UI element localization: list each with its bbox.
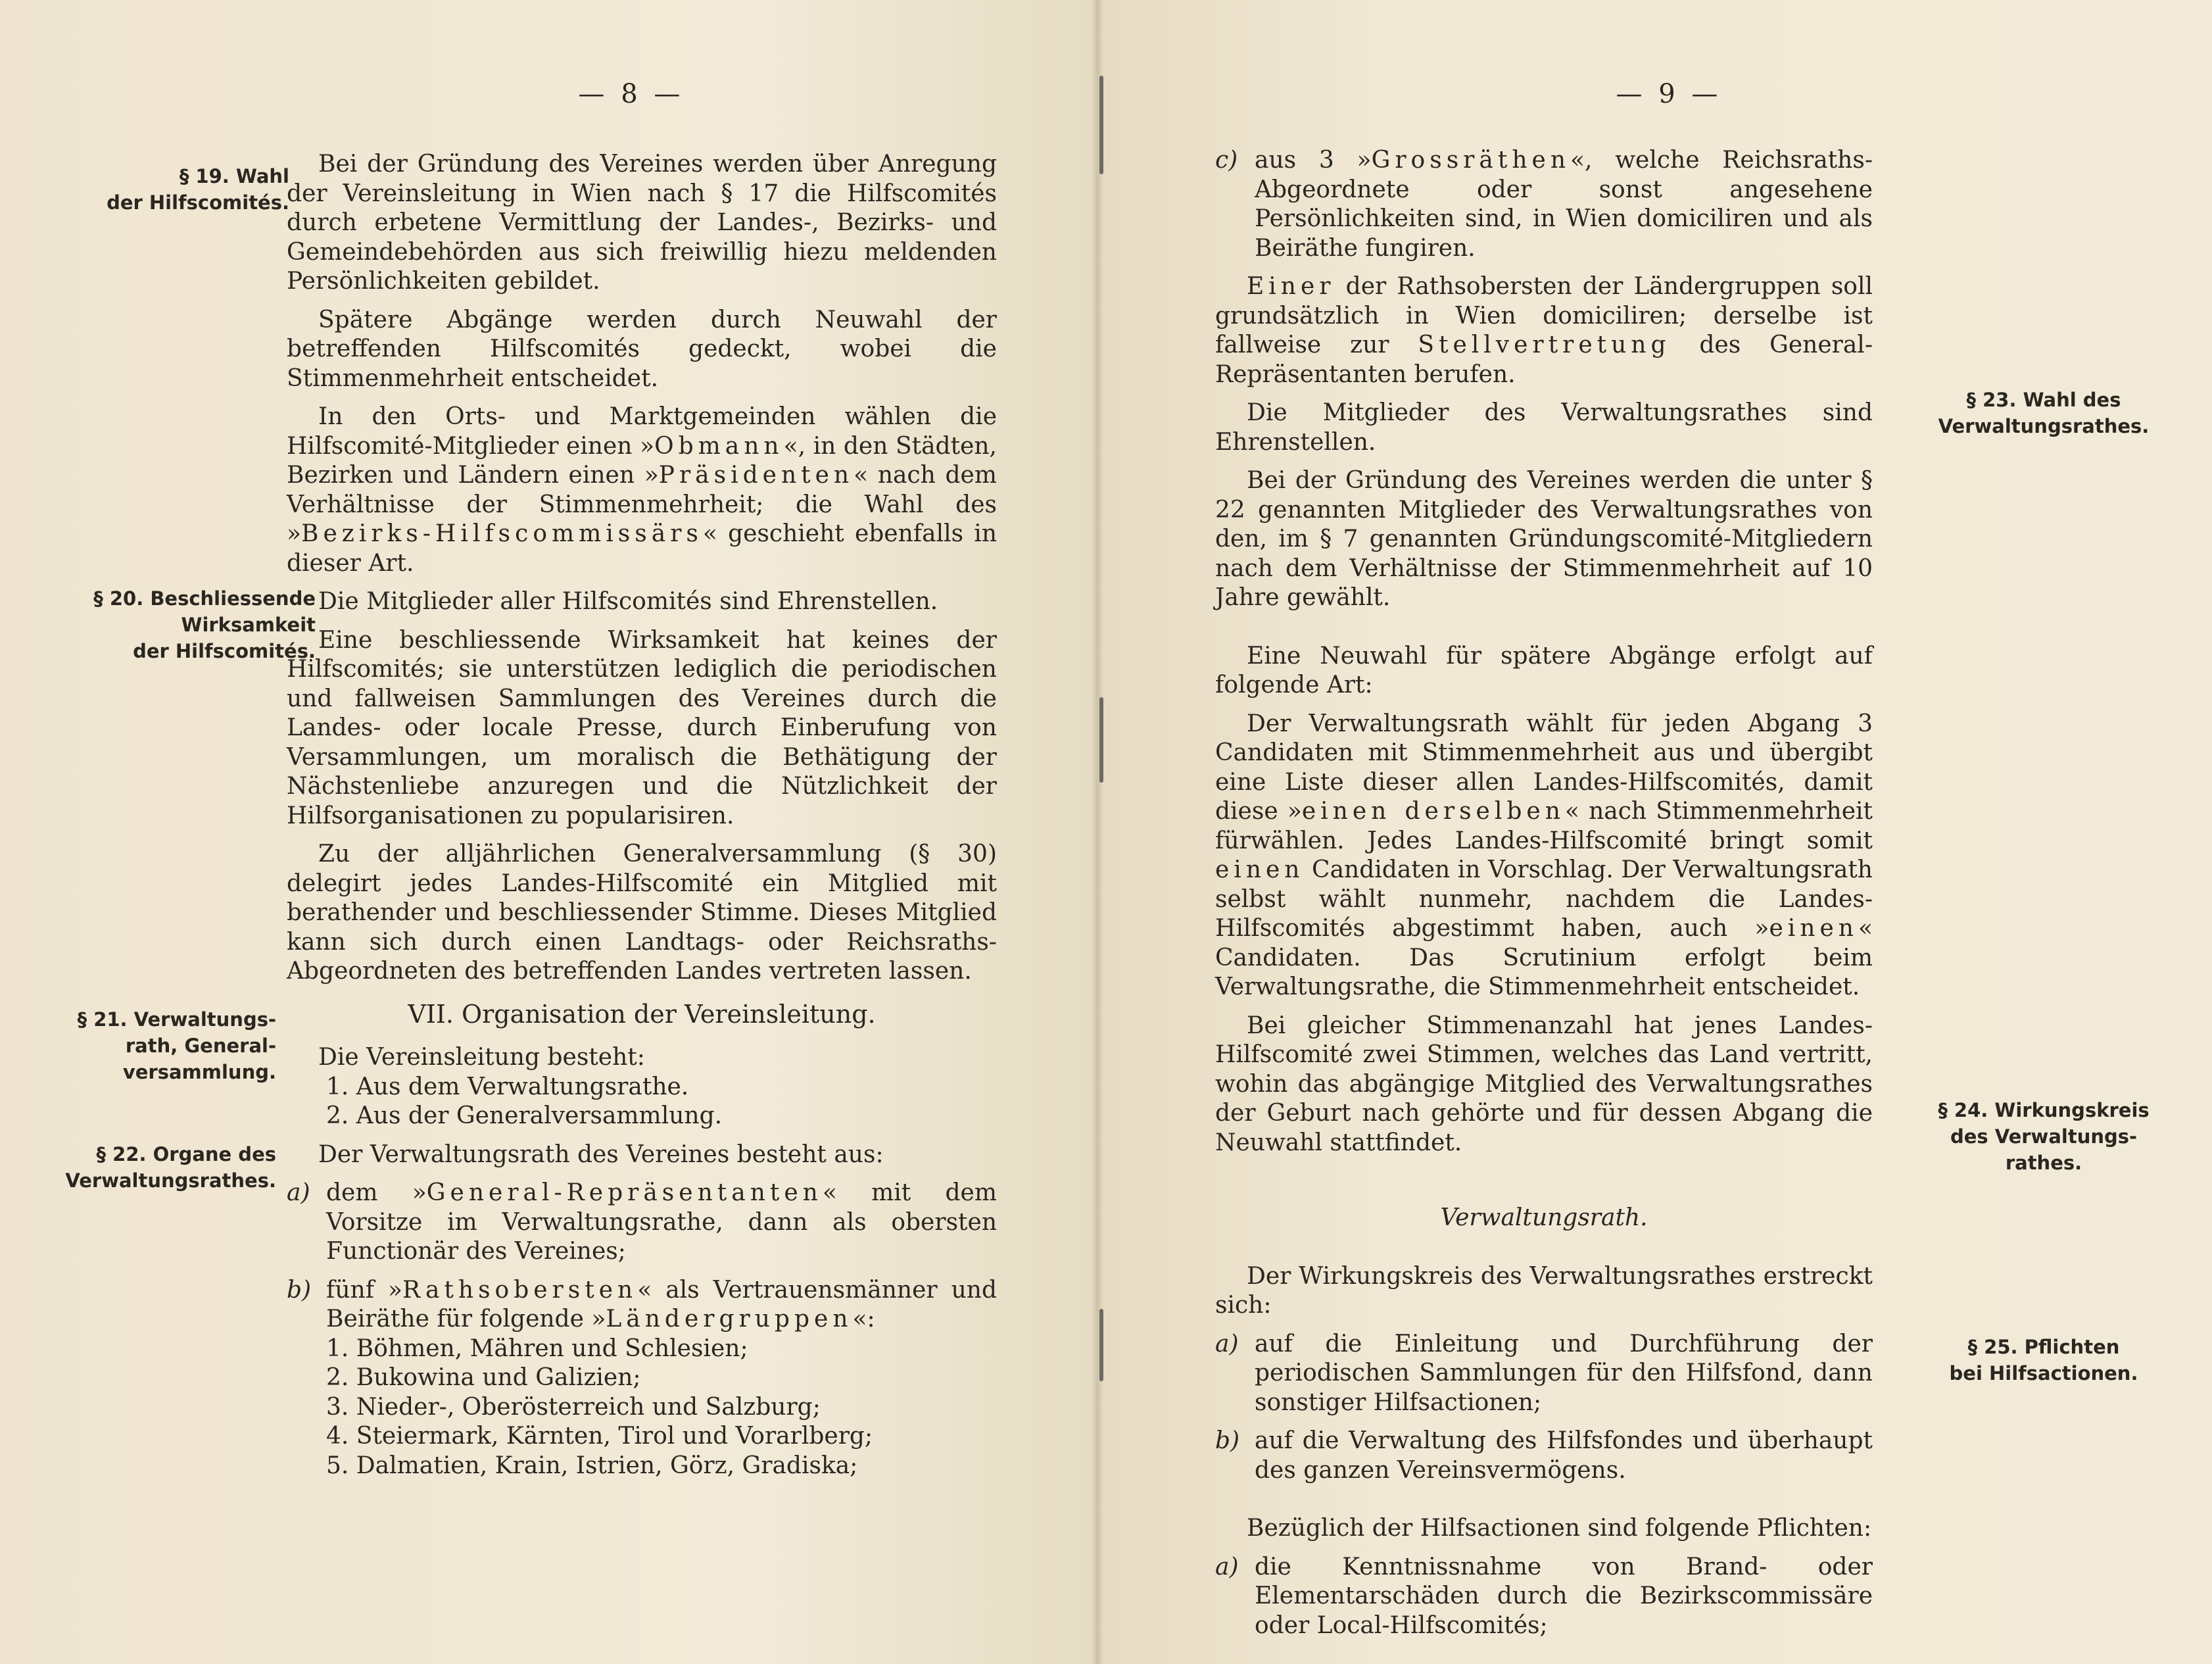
list-item: 5. Dalmatien, Krain, Istrien, Görz, Gradiska;: [326, 1452, 858, 1479]
list-item: 1. Böhmen, Mähren und Schlesien;: [326, 1334, 748, 1362]
paragraph: In den Orts- und Marktgemeinden wählen die Hilfscomité-Mitglieder einen »Obmann«, in den Städten, Bezirken und Ländern einen »Präsidenten« nach dem Verhältnisse der Stimmenmehrheit; die Wahl des »Bezirks-Hilfscommissärs« geschieht ebenfalls in dieser Art.: [287, 403, 998, 577]
paragraph: Spätere Abgänge werden durch Neuwahl der betreffenden Hilfscomités gedeckt, wobei die Stimmenmehrheit entscheidet.: [287, 306, 997, 392]
section-heading: VII. Organisation der Vereinsleitung.: [408, 999, 876, 1029]
book-gutter: [1092, 0, 1103, 1664]
list-item: 2. Aus der Generalversammlung.: [326, 1102, 723, 1129]
page-number-9: — 9 —: [1616, 79, 1722, 109]
staple: [1099, 76, 1103, 174]
paragraph: Eine Neuwahl für spätere Abgänge erfolgt auf folgende Art:: [1215, 642, 1873, 698]
paragraph: Die Mitglieder des Verwaltungsrathes sind Ehrenstellen.: [1215, 399, 1873, 456]
list-item-c: c) aus 3 »Grossräthen«, welche Reichsraths-Abgeordnete oder sonst angesehene Persönlichkeiten sind, in Wien domiciliren und als Beiräthe fungiren.: [1215, 147, 1873, 262]
paragraph: Der Verwaltungsrath des Vereines besteht aus:: [318, 1140, 884, 1168]
paragraph: Eine beschliessende Wirksamkeit hat keines der Hilfscomités; sie unterstützen lediglich die periodischen und fallweisen Sammlungen des Vereines durch die Landes- oder locale Presse, durch Einberufung von Versammlungen, um moralisch die Bethätigung der Nächstenliebe anzuregen und die Nützlichkeit der Hilfsorganisationen zu popularisiren.: [287, 626, 997, 829]
left-page: [0, 0, 1097, 1664]
list-item-a: a) auf die Einleitung und Durchführung der periodischen Sammlungen für den Hilfsfond, dann sonstiger Hilfsactionen;: [1215, 1330, 1873, 1416]
paragraph: Die Vereinsleitung besteht:: [318, 1044, 645, 1071]
paragraph: Der Verwaltungsrath wählt für jeden Abgang 3 Candidaten mit Stimmenmehrheit aus und übergibt eine Liste dieser allen Landes-Hilfscomités, damit diese »einen derselben« nach Stimmenmehrheit fürwählen. Jedes Landes-Hilfscomité bringt somit einen Candidaten in Vorschlag. Der Verwaltungsrath selbst wählt nunmehr, nachdem die Landes-Hilfscomités abgestimmt haben, auch »einen« Candidaten. Das Scrutinium erfolgt beim Verwaltungsrathe, die Stimmenmehrheit entscheidet.: [1215, 710, 1873, 1000]
list-item: 2. Bukowina und Galizien;: [326, 1364, 641, 1391]
list-item-a: a) dem »General-Repräsentanten« mit dem Vorsitze im Verwaltungsrathe, dann als obersten Functionär des Vereines;: [287, 1179, 997, 1265]
right-page: [1097, 0, 2212, 1664]
margin-note-24: § 24. Wirkungskreis des Verwaltungs- rathes.: [1938, 1099, 2150, 1174]
paragraph: Die Mitglieder aller Hilfscomités sind Ehrenstellen.: [318, 588, 938, 615]
page-number-8: — 8 —: [578, 79, 685, 109]
margin-note-22: § 22. Organe des Verwaltungsrathes.: [65, 1143, 276, 1192]
list-item-b: b) fünf »Rathsobersten« als Vertrauensmänner und Beiräthe für folgende »Ländergruppen«:: [287, 1276, 997, 1333]
left-body: [287, 150, 997, 1480]
staple: [1099, 697, 1103, 783]
list-item: 3. Nieder-, Oberösterreich und Salzburg;: [326, 1393, 821, 1421]
margin-note-21: § 21. Verwaltungs- rath, General- versammlung.: [77, 1008, 276, 1083]
paragraph: Bei der Gründung des Vereines werden die unter § 22 genannten Mitglieder des Verwaltungsrathes von den, im § 7 genannten Gründungscomité-Mitgliedern nach dem Verhältnisse der Stimmenmehrheit auf 10 Jahre gewählt.: [1215, 467, 1873, 611]
section-heading: Verwaltungsrath.: [1440, 1204, 1648, 1231]
list-item-b: b) auf die Verwaltung des Hilfsfondes und überhaupt des ganzen Vereinsvermögens.: [1215, 1427, 1873, 1484]
margin-note-23: § 23. Wahl des Verwaltungsrathes.: [1938, 389, 2150, 437]
paragraph: Der Wirkungskreis des Verwaltungsrathes erstreckt sich:: [1215, 1262, 1873, 1319]
margin-note-25: § 25. Pflichten bei Hilfsactionen.: [1949, 1336, 2138, 1384]
paragraph: Bei gleicher Stimmenanzahl hat jenes Landes-Hilfscomité zwei Stimmen, welches das Land vertritt, wohin das abgängige Mitglied des Verwaltungsrathes der Geburt nach gehörte und für dessen Abgang die Neuwahl stattfindet.: [1215, 1012, 1873, 1156]
list-item: 1. Aus dem Verwaltungsrathe.: [326, 1073, 689, 1100]
right-body: [1215, 146, 1873, 1640]
list-item-a: a) die Kenntnissnahme von Brand- oder Elementarschäden durch die Bezirkscommissäre oder Local-Hilfscomités;: [1215, 1553, 1873, 1639]
list-item: 4. Steiermark, Kärnten, Tirol und Vorarlberg;: [326, 1423, 873, 1450]
staple: [1099, 1309, 1103, 1381]
paragraph: Einer der Rathsobersten der Ländergruppen soll grundsätzlich in Wien domiciliren; derselbe ist fallweise zur Stellvertretung des General-Repräsentanten berufen.: [1215, 273, 1873, 388]
paragraph: Bezüglich der Hilfsactionen sind folgende Pflichten:: [1247, 1515, 1872, 1542]
paragraph: Zu der alljährlichen Generalversammlung (§ 30) delegirt jedes Landes-Hilfscomité ein Mitglied mit berathender und beschliessender Stimme. Dieses Mitglied kann sich durch einen Landtags- oder Reichsraths-Abgeordneten des betreffenden Landes vertreten lassen.: [287, 841, 997, 985]
paragraph: Bei der Gründung des Vereines werden über Anregung der Vereinsleitung in Wien nach § 17 die Hilfscomités durch erbetene Vermittlung der Landes-, Bezirks- und Gemeindebehörden aus sich freiwillig hiezu meldenden Persönlichkeiten gebildet.: [287, 151, 997, 295]
margin-note-19: § 19. Wahl der Hilfscomités.: [107, 165, 289, 214]
margin-note-20: § 20. Beschliessende Wirksamkeit der Hilfscomités.: [93, 587, 316, 662]
